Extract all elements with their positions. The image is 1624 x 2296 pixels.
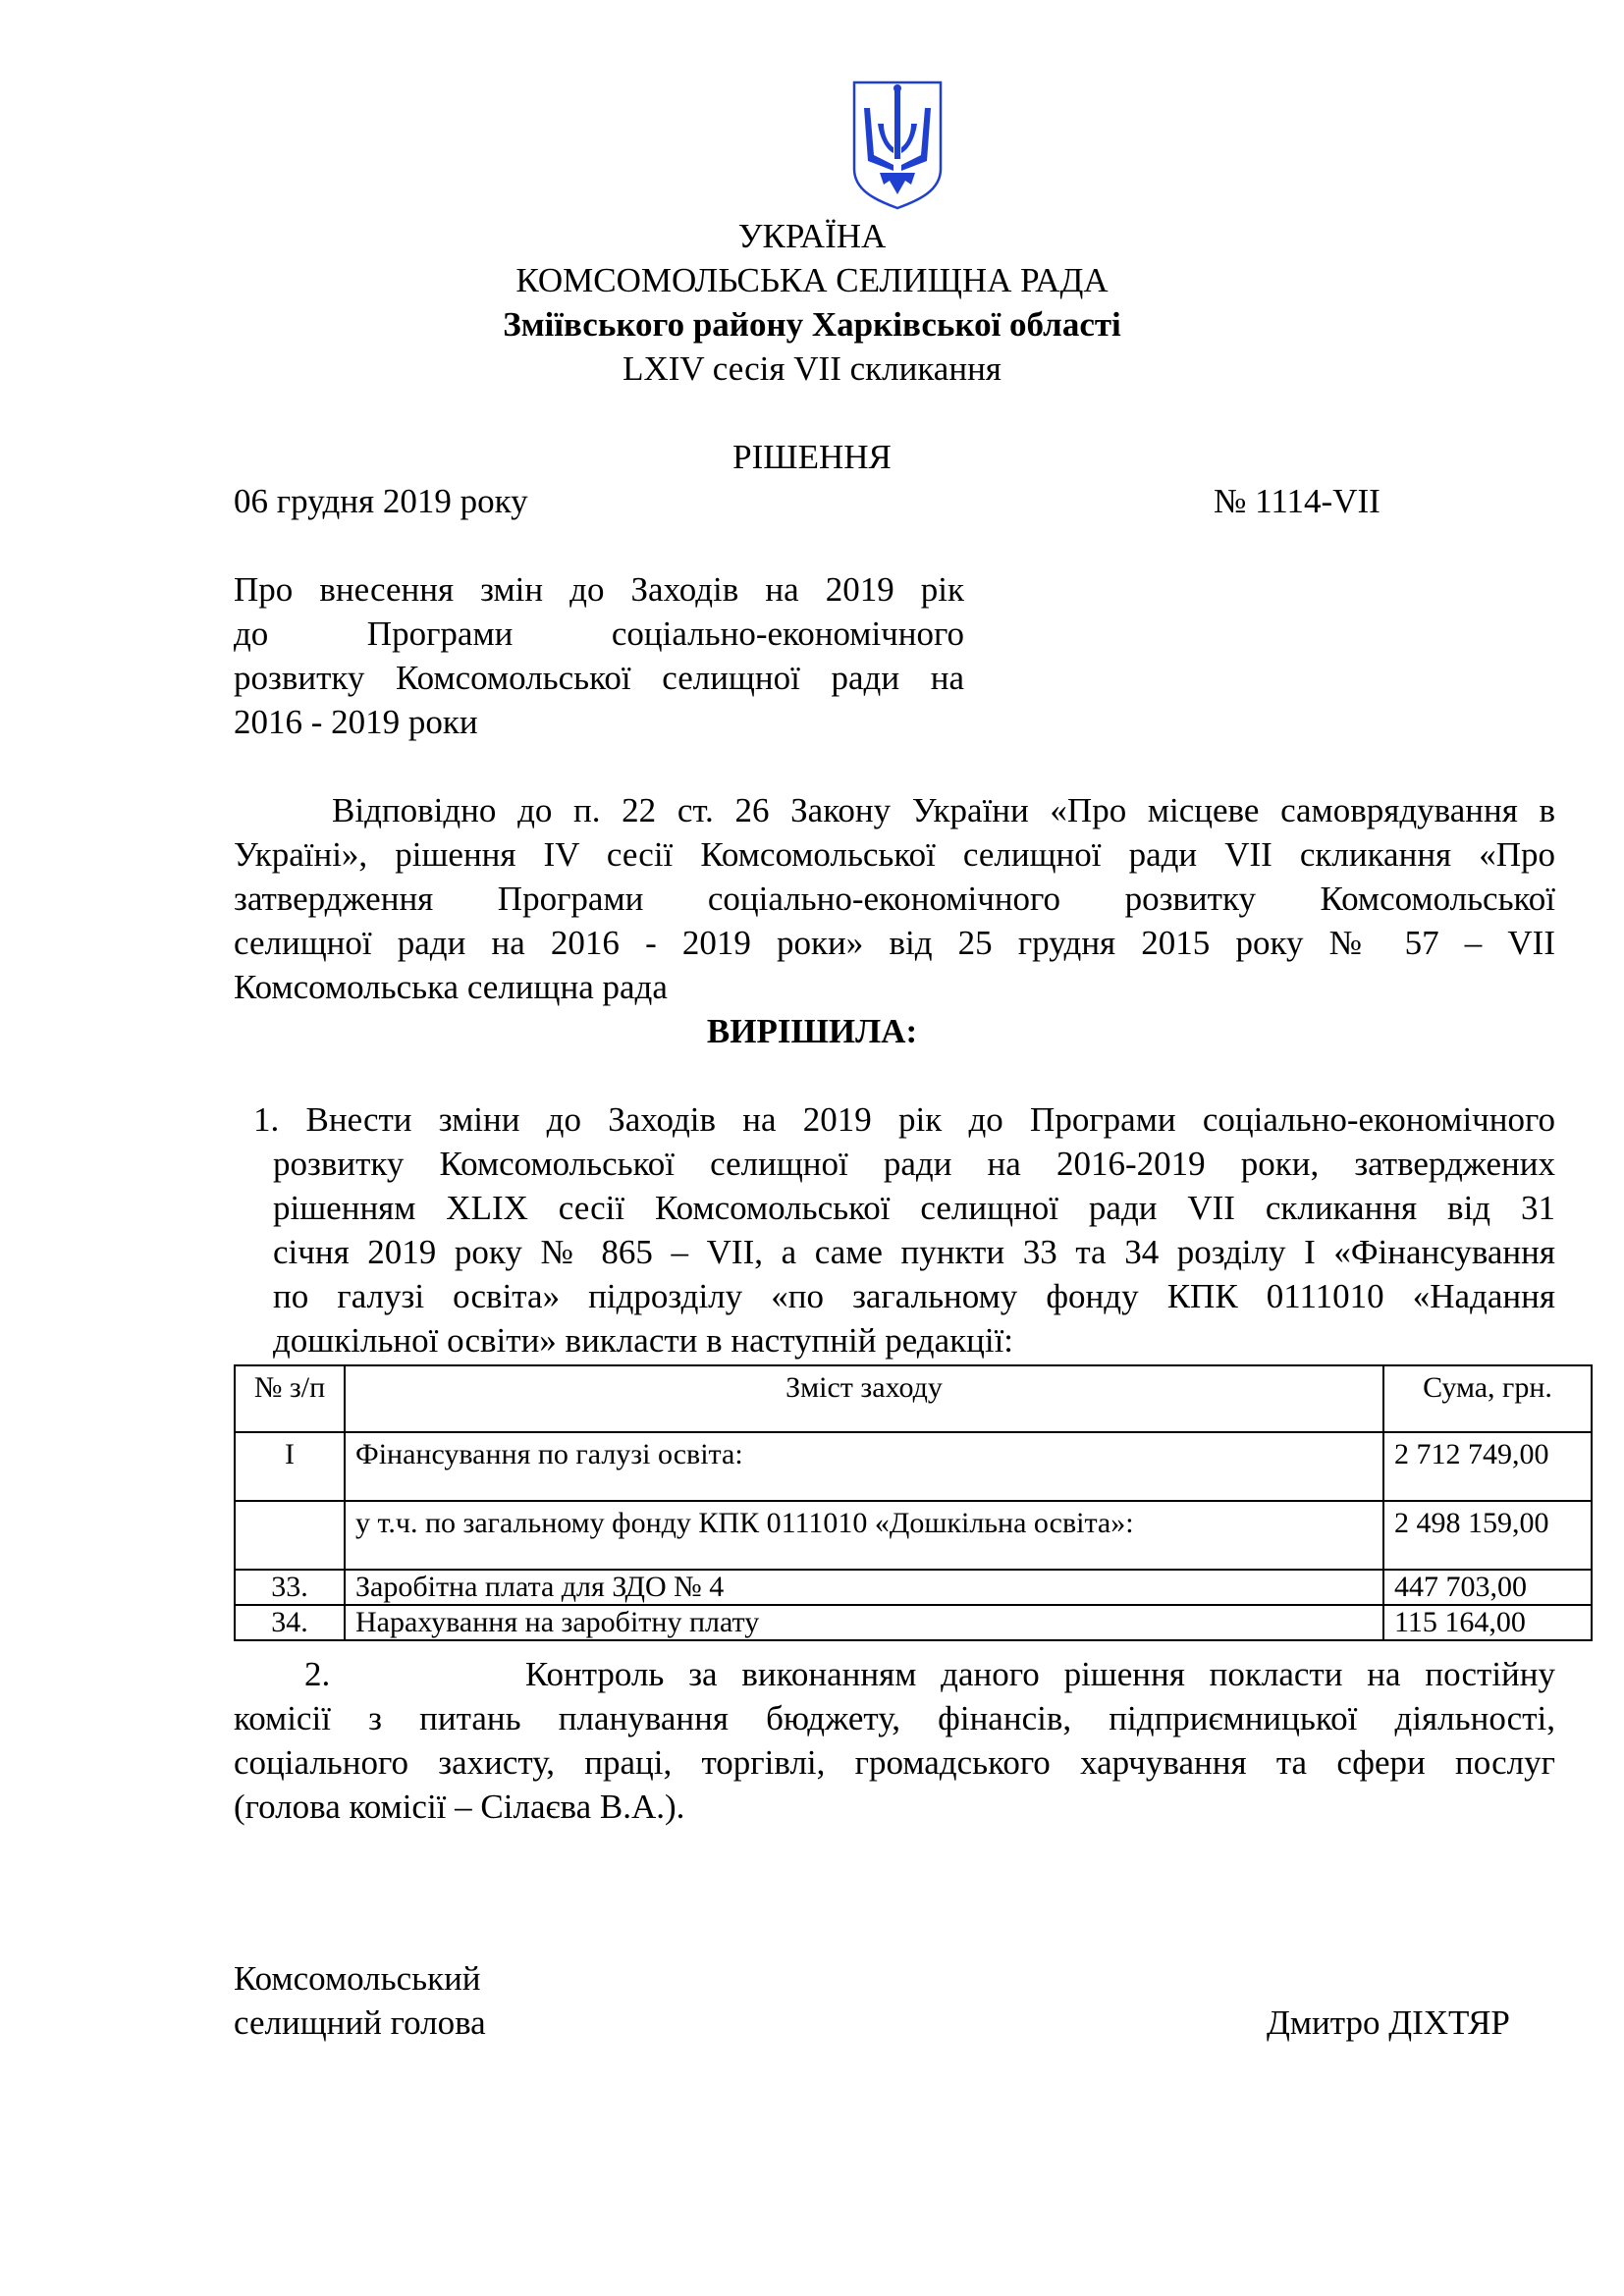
row-description: у т.ч. по загальному фонду КПК 0111010 «Дошкільна освіта»: bbox=[345, 1501, 1383, 1570]
signer-name: Дмитро ДІХТЯР bbox=[1267, 2003, 1510, 2042]
header-cell-sum: Сума, грн. bbox=[1383, 1365, 1592, 1432]
item1-line: розвитку Комсомольської селищної ради на 2016-2019 роки, затверджених bbox=[273, 1145, 1555, 1183]
preamble-line: Комсомольська селищна рада bbox=[234, 968, 668, 1006]
council-header bbox=[0, 214, 1624, 391]
header-cell-number: № з/п bbox=[235, 1365, 345, 1432]
coat-of-arms-icon bbox=[850, 79, 945, 212]
district-name: Зміївського району Харківської області bbox=[503, 305, 1121, 344]
preamble-line: Україні», рішення IV сесії Комсомольської селищної ради VII скликання «Про bbox=[234, 835, 1555, 874]
session-name: LXIV сесія VII скликання bbox=[623, 349, 1001, 388]
preamble-line: Відповідно до п. 22 ст. 26 Закону України «Про місцеве самоврядування в bbox=[332, 791, 1555, 829]
row-number: 34. bbox=[235, 1605, 345, 1640]
country-name: УКРАЇНА bbox=[737, 217, 887, 255]
item2-line: 2. Контроль за виконанням даного рішення покласти на постійну bbox=[304, 1655, 1555, 1693]
item1-line: 1. Внести зміни до Заходів на 2019 рік до Програми соціально-економічного bbox=[253, 1100, 1555, 1139]
item2-line: (голова комісії – Сілаєва В.А.). bbox=[234, 1788, 685, 1826]
row-sum: 2 712 749,00 bbox=[1383, 1432, 1592, 1501]
row-number: 33. bbox=[235, 1570, 345, 1605]
subject-line: до Програми соціально-економічного bbox=[234, 614, 964, 653]
preamble-line: затвердження Програми соціально-економічного розвитку Комсомольської bbox=[234, 880, 1555, 918]
item1-line: рішенням XLIX сесії Комсомольської селищної ради VII скликання від 31 bbox=[273, 1189, 1555, 1227]
signer-position-line2: селищний голова bbox=[234, 2003, 486, 2042]
signature-block bbox=[234, 1956, 486, 2045]
subject-line: розвитку Комсомольської селищної ради на bbox=[234, 659, 964, 697]
subject-line: 2016 - 2019 роки bbox=[234, 703, 478, 741]
decided-heading: ВИРІШИЛА: bbox=[706, 1012, 918, 1050]
measures-table bbox=[234, 1364, 1593, 1641]
council-name: КОМСОМОЛЬСЬКА СЕЛИЩНА РАДА bbox=[515, 261, 1109, 299]
document-date: 06 грудня 2019 року bbox=[234, 482, 528, 520]
table-row bbox=[235, 1501, 1592, 1570]
decision-item-1 bbox=[253, 1097, 1555, 1362]
preamble-line: селищної ради на 2016 - 2019 роки» від 25 грудня 2015 року № 57 – VII bbox=[234, 924, 1555, 962]
row-number bbox=[235, 1501, 345, 1570]
item2-line: соціального захисту, праці, торгівлі, громадського харчування та сфери послуг bbox=[234, 1743, 1555, 1782]
row-sum: 115 164,00 bbox=[1383, 1605, 1592, 1640]
item1-line: січня 2019 року № 865 – VII, а саме пункти 33 та 34 розділу I «Фінансування bbox=[273, 1233, 1555, 1271]
table-row bbox=[235, 1432, 1592, 1501]
row-sum: 447 703,00 bbox=[1383, 1570, 1592, 1605]
document-number: № 1114-VII bbox=[1214, 482, 1380, 520]
table-header-row bbox=[235, 1365, 1592, 1432]
item2-line: комісії з питань планування бюджету, фінансів, підприємницької діяльності, bbox=[234, 1699, 1555, 1737]
decision-subject bbox=[234, 567, 964, 744]
item1-line: по галузі освіта» підрозділу «по загальному фонду КПК 0111010 «Надання bbox=[273, 1277, 1555, 1315]
header-cell-description: Зміст заходу bbox=[345, 1365, 1383, 1432]
table-row bbox=[235, 1605, 1592, 1640]
item1-line: дошкільної освіти» викласти в наступній редакції: bbox=[273, 1321, 1014, 1360]
decision-item-2 bbox=[234, 1652, 1555, 1829]
preamble bbox=[234, 788, 1555, 1009]
document-title: РІШЕННЯ bbox=[732, 438, 892, 476]
table-row bbox=[235, 1570, 1592, 1605]
row-sum: 2 498 159,00 bbox=[1383, 1501, 1592, 1570]
row-description: Фінансування по галузі освіта: bbox=[345, 1432, 1383, 1501]
row-description: Заробітна плата для ЗДО № 4 bbox=[345, 1570, 1383, 1605]
subject-line: Про внесення змін до Заходів на 2019 рік bbox=[234, 570, 964, 609]
row-number: I bbox=[235, 1432, 345, 1501]
row-description: Нарахування на заробітну плату bbox=[345, 1605, 1383, 1640]
signer-position-line1: Комсомольський bbox=[234, 1959, 481, 1998]
